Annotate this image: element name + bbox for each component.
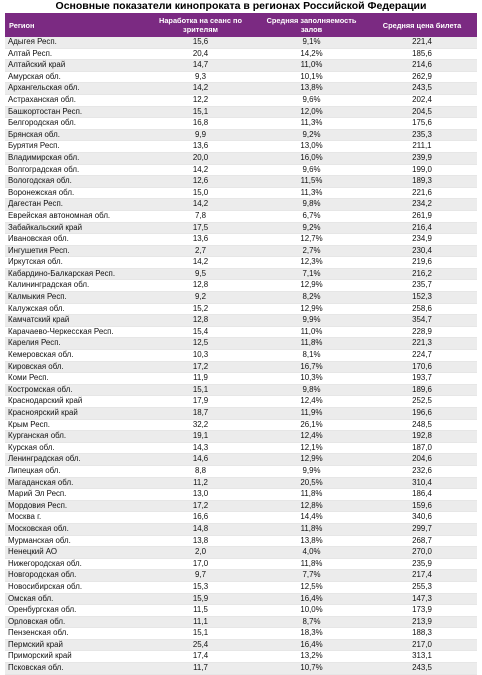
cell-sessions: 2,7 — [145, 245, 256, 257]
cell-occupancy: 16,4% — [256, 593, 367, 605]
cell-sessions: 14,8 — [145, 523, 256, 535]
cell-sessions: 18,7 — [145, 408, 256, 420]
cell-region: Нижегородская обл. — [5, 558, 145, 570]
table-row — [5, 234, 477, 246]
cell-occupancy: 9,6% — [256, 164, 367, 176]
cell-sessions: 20,4 — [145, 48, 256, 60]
cell-region: Калмыкия Респ. — [5, 292, 145, 304]
cell-ticket-price: 221,6 — [367, 187, 477, 199]
cell-sessions: 14,2 — [145, 83, 256, 95]
cell-occupancy: 9,8% — [256, 199, 367, 211]
cell-sessions: 32,2 — [145, 419, 256, 431]
table-row — [5, 477, 477, 489]
cell-occupancy: 12,4% — [256, 431, 367, 443]
cell-sessions: 7,8 — [145, 210, 256, 222]
cell-occupancy: 8,1% — [256, 350, 367, 362]
cell-occupancy: 10,0% — [256, 605, 367, 617]
table-row — [5, 431, 477, 443]
cell-occupancy: 11,8% — [256, 489, 367, 501]
cell-occupancy: 11,3% — [256, 187, 367, 199]
cell-ticket-price: 217,4 — [367, 570, 477, 582]
cell-occupancy: 12,1% — [256, 442, 367, 454]
table-row — [5, 60, 477, 72]
cell-ticket-price: 221,4 — [367, 37, 477, 48]
table-row — [5, 210, 477, 222]
cell-region: Еврейская автономная обл. — [5, 210, 145, 222]
cell-region: Дагестан Респ. — [5, 199, 145, 211]
cell-sessions: 17,0 — [145, 558, 256, 570]
cell-ticket-price: 340,6 — [367, 512, 477, 524]
cell-occupancy: 9,2% — [256, 129, 367, 141]
cell-region: Волгоградская обл. — [5, 164, 145, 176]
cell-ticket-price: 187,0 — [367, 442, 477, 454]
cell-sessions: 15,1 — [145, 384, 256, 396]
table-row — [5, 361, 477, 373]
cell-region: Новосибирская обл. — [5, 581, 145, 593]
cell-sessions: 13,6 — [145, 141, 256, 153]
cell-sessions: 9,9 — [145, 129, 256, 141]
cell-occupancy: 13,8% — [256, 535, 367, 547]
cell-region: Архангельская обл. — [5, 83, 145, 95]
table-row — [5, 605, 477, 617]
cell-ticket-price: 243,5 — [367, 663, 477, 675]
table-row — [5, 268, 477, 280]
cell-region: Кабардино-Балкарская Респ. — [5, 268, 145, 280]
cell-occupancy: 26,1% — [256, 419, 367, 431]
cell-region: Орловская обл. — [5, 616, 145, 628]
cell-occupancy: 9,6% — [256, 94, 367, 106]
cell-ticket-price: 202,4 — [367, 94, 477, 106]
table-row — [5, 222, 477, 234]
table-row — [5, 280, 477, 292]
cell-sessions: 12,8 — [145, 280, 256, 292]
cell-occupancy: 12,8% — [256, 500, 367, 512]
table-row — [5, 118, 477, 130]
cell-ticket-price: 159,6 — [367, 500, 477, 512]
cell-sessions: 14,2 — [145, 199, 256, 211]
cell-region: Воронежская обл. — [5, 187, 145, 199]
cell-sessions: 17,2 — [145, 361, 256, 373]
cell-region: Пензенская обл. — [5, 628, 145, 640]
cell-sessions: 11,9 — [145, 373, 256, 385]
cell-region: Астраханская обл. — [5, 94, 145, 106]
cell-ticket-price: 234,2 — [367, 199, 477, 211]
cell-ticket-price: 258,6 — [367, 303, 477, 315]
cell-occupancy: 11,3% — [256, 118, 367, 130]
table-row — [5, 48, 477, 60]
cell-region: Ленинградская обл. — [5, 454, 145, 466]
cell-occupancy: 11,8% — [256, 558, 367, 570]
cell-sessions: 14,3 — [145, 442, 256, 454]
cell-region: Пермский край — [5, 639, 145, 651]
cell-occupancy: 10,1% — [256, 71, 367, 83]
cell-occupancy: 14,2% — [256, 48, 367, 60]
cell-ticket-price: 255,3 — [367, 581, 477, 593]
cell-occupancy: 11,8% — [256, 338, 367, 350]
cell-region: Камчатский край — [5, 315, 145, 327]
cell-ticket-price: 199,0 — [367, 164, 477, 176]
cell-ticket-price: 221,3 — [367, 338, 477, 350]
cell-occupancy: 8,7% — [256, 616, 367, 628]
table-row — [5, 419, 477, 431]
cell-ticket-price: 270,0 — [367, 547, 477, 559]
table-row — [5, 651, 477, 663]
cell-ticket-price: 204,5 — [367, 106, 477, 118]
cell-region: Мордовия Респ. — [5, 500, 145, 512]
cell-sessions: 25,4 — [145, 639, 256, 651]
cell-region: Кемеровская обл. — [5, 350, 145, 362]
cell-region: Красноярский край — [5, 408, 145, 420]
cell-region: Ингушетия Респ. — [5, 245, 145, 257]
cell-occupancy: 2,7% — [256, 245, 367, 257]
cell-occupancy: 16,4% — [256, 639, 367, 651]
table-row — [5, 338, 477, 350]
cell-occupancy: 9,2% — [256, 222, 367, 234]
cell-sessions: 13,6 — [145, 234, 256, 246]
cell-ticket-price: 216,2 — [367, 268, 477, 280]
cell-sessions: 11,2 — [145, 477, 256, 489]
cell-ticket-price: 214,6 — [367, 60, 477, 72]
cell-sessions: 15,1 — [145, 106, 256, 118]
cell-ticket-price: 310,4 — [367, 477, 477, 489]
cell-sessions: 2,0 — [145, 547, 256, 559]
cell-sessions: 8,8 — [145, 465, 256, 477]
table-row — [5, 581, 477, 593]
cell-ticket-price: 193,7 — [367, 373, 477, 385]
cell-occupancy: 16,0% — [256, 152, 367, 164]
header-sessions: Наработка на сеанс по зрителям — [145, 13, 256, 37]
cell-region: Липецкая обл. — [5, 465, 145, 477]
cell-sessions: 14,2 — [145, 257, 256, 269]
cell-sessions: 17,2 — [145, 500, 256, 512]
cell-occupancy: 13,2% — [256, 651, 367, 663]
cell-region: Московская обл. — [5, 523, 145, 535]
table-row — [5, 373, 477, 385]
table-row — [5, 350, 477, 362]
cell-region: Карачаево-Черкесская Респ. — [5, 326, 145, 338]
table-row — [5, 129, 477, 141]
table-row — [5, 37, 477, 48]
cell-sessions: 14,6 — [145, 454, 256, 466]
table-row — [5, 500, 477, 512]
cell-ticket-price: 224,7 — [367, 350, 477, 362]
cell-ticket-price: 217,0 — [367, 639, 477, 651]
cell-ticket-price: 188,3 — [367, 628, 477, 640]
table-row — [5, 489, 477, 501]
cell-sessions: 10,3 — [145, 350, 256, 362]
cell-sessions: 15,0 — [145, 187, 256, 199]
cell-sessions: 15,6 — [145, 37, 256, 48]
table-row — [5, 454, 477, 466]
cell-sessions: 15,4 — [145, 326, 256, 338]
cell-occupancy: 12,9% — [256, 454, 367, 466]
cell-sessions: 19,1 — [145, 431, 256, 443]
cell-ticket-price: 189,3 — [367, 176, 477, 188]
cell-ticket-price: 354,7 — [367, 315, 477, 327]
cell-region: Мурманская обл. — [5, 535, 145, 547]
cell-occupancy: 11,8% — [256, 523, 367, 535]
table-row — [5, 558, 477, 570]
cell-sessions: 17,9 — [145, 396, 256, 408]
cell-ticket-price: 170,6 — [367, 361, 477, 373]
cell-sessions: 13,8 — [145, 535, 256, 547]
cell-region: Владимирская обл. — [5, 152, 145, 164]
cell-occupancy: 12,9% — [256, 303, 367, 315]
table-row — [5, 628, 477, 640]
cell-occupancy: 8,2% — [256, 292, 367, 304]
cell-region: Кировская обл. — [5, 361, 145, 373]
table-row — [5, 326, 477, 338]
cell-occupancy: 9,9% — [256, 465, 367, 477]
cell-occupancy: 9,9% — [256, 315, 367, 327]
cell-ticket-price: 239,9 — [367, 152, 477, 164]
cell-ticket-price: 216,4 — [367, 222, 477, 234]
table-row — [5, 547, 477, 559]
cell-occupancy: 14,4% — [256, 512, 367, 524]
cell-region: Адыгея Респ. — [5, 37, 145, 48]
header-region: Регион — [5, 13, 145, 37]
cell-ticket-price: 186,4 — [367, 489, 477, 501]
table-row — [5, 408, 477, 420]
table-row — [5, 465, 477, 477]
cell-region: Магаданская обл. — [5, 477, 145, 489]
table-row — [5, 245, 477, 257]
cell-ticket-price: 175,6 — [367, 118, 477, 130]
cell-sessions: 11,1 — [145, 616, 256, 628]
cell-occupancy: 9,1% — [256, 37, 367, 48]
cell-ticket-price: 173,9 — [367, 605, 477, 617]
table-header — [5, 13, 477, 37]
cell-region: Башкортостан Респ. — [5, 106, 145, 118]
cell-occupancy: 13,8% — [256, 83, 367, 95]
cell-sessions: 9,2 — [145, 292, 256, 304]
cell-region: Краснодарский край — [5, 396, 145, 408]
cell-sessions: 16,8 — [145, 118, 256, 130]
table-row — [5, 257, 477, 269]
table-row — [5, 83, 477, 95]
cell-sessions: 14,2 — [145, 164, 256, 176]
table-row — [5, 593, 477, 605]
table-row — [5, 71, 477, 83]
cell-sessions: 12,8 — [145, 315, 256, 327]
cell-occupancy: 12,0% — [256, 106, 367, 118]
cell-region: Амурская обл. — [5, 71, 145, 83]
table-row — [5, 512, 477, 524]
cell-occupancy: 12,7% — [256, 234, 367, 246]
cell-region: Коми Респ. — [5, 373, 145, 385]
cell-ticket-price: 268,7 — [367, 535, 477, 547]
cell-sessions: 15,1 — [145, 628, 256, 640]
cell-ticket-price: 213,9 — [367, 616, 477, 628]
cell-region: Псковская обл. — [5, 663, 145, 675]
cell-sessions: 14,7 — [145, 60, 256, 72]
cell-ticket-price: 235,3 — [367, 129, 477, 141]
cell-occupancy: 4,0% — [256, 547, 367, 559]
cell-occupancy: 10,3% — [256, 373, 367, 385]
cell-region: Оренбургская обл. — [5, 605, 145, 617]
cell-occupancy: 18,3% — [256, 628, 367, 640]
cell-sessions: 9,5 — [145, 268, 256, 280]
cell-sessions: 12,2 — [145, 94, 256, 106]
cell-occupancy: 12,5% — [256, 581, 367, 593]
cell-ticket-price: 252,5 — [367, 396, 477, 408]
cell-region: Карелия Респ. — [5, 338, 145, 350]
table-row — [5, 176, 477, 188]
cell-region: Брянская обл. — [5, 129, 145, 141]
cell-region: Приморский край — [5, 651, 145, 663]
cell-sessions: 20,0 — [145, 152, 256, 164]
cell-ticket-price: 230,4 — [367, 245, 477, 257]
table-row — [5, 639, 477, 651]
cell-ticket-price: 299,7 — [367, 523, 477, 535]
cell-sessions: 11,5 — [145, 605, 256, 617]
cell-occupancy: 12,4% — [256, 396, 367, 408]
cell-occupancy: 11,9% — [256, 408, 367, 420]
cell-region: Бурятия Респ. — [5, 141, 145, 153]
cell-ticket-price: 192,8 — [367, 431, 477, 443]
cell-occupancy: 13,0% — [256, 141, 367, 153]
cell-sessions: 9,7 — [145, 570, 256, 582]
cell-occupancy: 12,9% — [256, 280, 367, 292]
cell-sessions: 13,0 — [145, 489, 256, 501]
cell-ticket-price: 152,3 — [367, 292, 477, 304]
cell-sessions: 12,6 — [145, 176, 256, 188]
cell-region: Забайкальский край — [5, 222, 145, 234]
cell-region: Алтайский край — [5, 60, 145, 72]
table-row — [5, 442, 477, 454]
header-ticket-price: Средняя цена билета — [367, 13, 477, 37]
cell-ticket-price: 235,9 — [367, 558, 477, 570]
cell-region: Курская обл. — [5, 442, 145, 454]
cell-occupancy: 7,7% — [256, 570, 367, 582]
table-row — [5, 396, 477, 408]
cell-ticket-price: 196,6 — [367, 408, 477, 420]
cell-occupancy: 9,8% — [256, 384, 367, 396]
cell-ticket-price: 147,3 — [367, 593, 477, 605]
header-occupancy: Средняя заполняемость залов — [256, 13, 367, 37]
cell-region: Алтай Респ. — [5, 48, 145, 60]
cell-ticket-price: 204,6 — [367, 454, 477, 466]
cell-region: Марий Эл Респ. — [5, 489, 145, 501]
table-row — [5, 152, 477, 164]
cell-ticket-price: 262,9 — [367, 71, 477, 83]
table-row — [5, 187, 477, 199]
cell-occupancy: 11,5% — [256, 176, 367, 188]
cell-region: Костромская обл. — [5, 384, 145, 396]
cell-occupancy: 10,7% — [256, 663, 367, 675]
table-row — [5, 141, 477, 153]
cell-sessions: 17,4 — [145, 651, 256, 663]
cell-ticket-price: 248,5 — [367, 419, 477, 431]
cell-ticket-price: 228,9 — [367, 326, 477, 338]
table-row — [5, 94, 477, 106]
table-row — [5, 292, 477, 304]
cell-ticket-price: 261,9 — [367, 210, 477, 222]
cell-sessions: 16,6 — [145, 512, 256, 524]
cell-sessions: 9,3 — [145, 71, 256, 83]
cell-occupancy: 12,3% — [256, 257, 367, 269]
cell-region: Ненецкий АО — [5, 547, 145, 559]
cell-region: Крым Респ. — [5, 419, 145, 431]
table-row — [5, 315, 477, 327]
cell-region: Иркутская обл. — [5, 257, 145, 269]
cell-ticket-price: 185,6 — [367, 48, 477, 60]
table-row — [5, 663, 477, 675]
cell-region: Белгородская обл. — [5, 118, 145, 130]
cell-sessions: 12,5 — [145, 338, 256, 350]
cell-ticket-price: 234,9 — [367, 234, 477, 246]
cell-region: Ивановская обл. — [5, 234, 145, 246]
cell-occupancy: 7,1% — [256, 268, 367, 280]
cell-occupancy: 16,7% — [256, 361, 367, 373]
cell-sessions: 15,2 — [145, 303, 256, 315]
table-row — [5, 535, 477, 547]
cell-ticket-price: 219,6 — [367, 257, 477, 269]
cell-ticket-price: 211,1 — [367, 141, 477, 153]
cell-region: Калининградская обл. — [5, 280, 145, 292]
cell-sessions: 15,9 — [145, 593, 256, 605]
table-row — [5, 523, 477, 535]
page-title: Основные показатели кинопроката в регионах Российской Федерации — [55, 0, 427, 12]
table-body — [5, 37, 477, 674]
cell-region: Новгородская обл. — [5, 570, 145, 582]
table-row — [5, 384, 477, 396]
table-row — [5, 164, 477, 176]
cell-ticket-price: 189,6 — [367, 384, 477, 396]
cell-sessions: 11,7 — [145, 663, 256, 675]
table-row — [5, 616, 477, 628]
cell-sessions: 17,5 — [145, 222, 256, 234]
regions-table — [5, 13, 477, 675]
cell-region: Вологодская обл. — [5, 176, 145, 188]
table-row — [5, 570, 477, 582]
table-row — [5, 199, 477, 211]
cell-ticket-price: 232,6 — [367, 465, 477, 477]
cell-region: Курганская обл. — [5, 431, 145, 443]
cell-occupancy: 20,5% — [256, 477, 367, 489]
cell-occupancy: 11,0% — [256, 326, 367, 338]
cell-sessions: 15,3 — [145, 581, 256, 593]
cell-ticket-price: 243,5 — [367, 83, 477, 95]
cell-region: Москва г. — [5, 512, 145, 524]
cell-ticket-price: 235,7 — [367, 280, 477, 292]
cell-ticket-price: 313,1 — [367, 651, 477, 663]
cell-occupancy: 11,0% — [256, 60, 367, 72]
cell-region: Калужская обл. — [5, 303, 145, 315]
cell-occupancy: 6,7% — [256, 210, 367, 222]
table-row — [5, 303, 477, 315]
cell-region: Омская обл. — [5, 593, 145, 605]
table-row — [5, 106, 477, 118]
